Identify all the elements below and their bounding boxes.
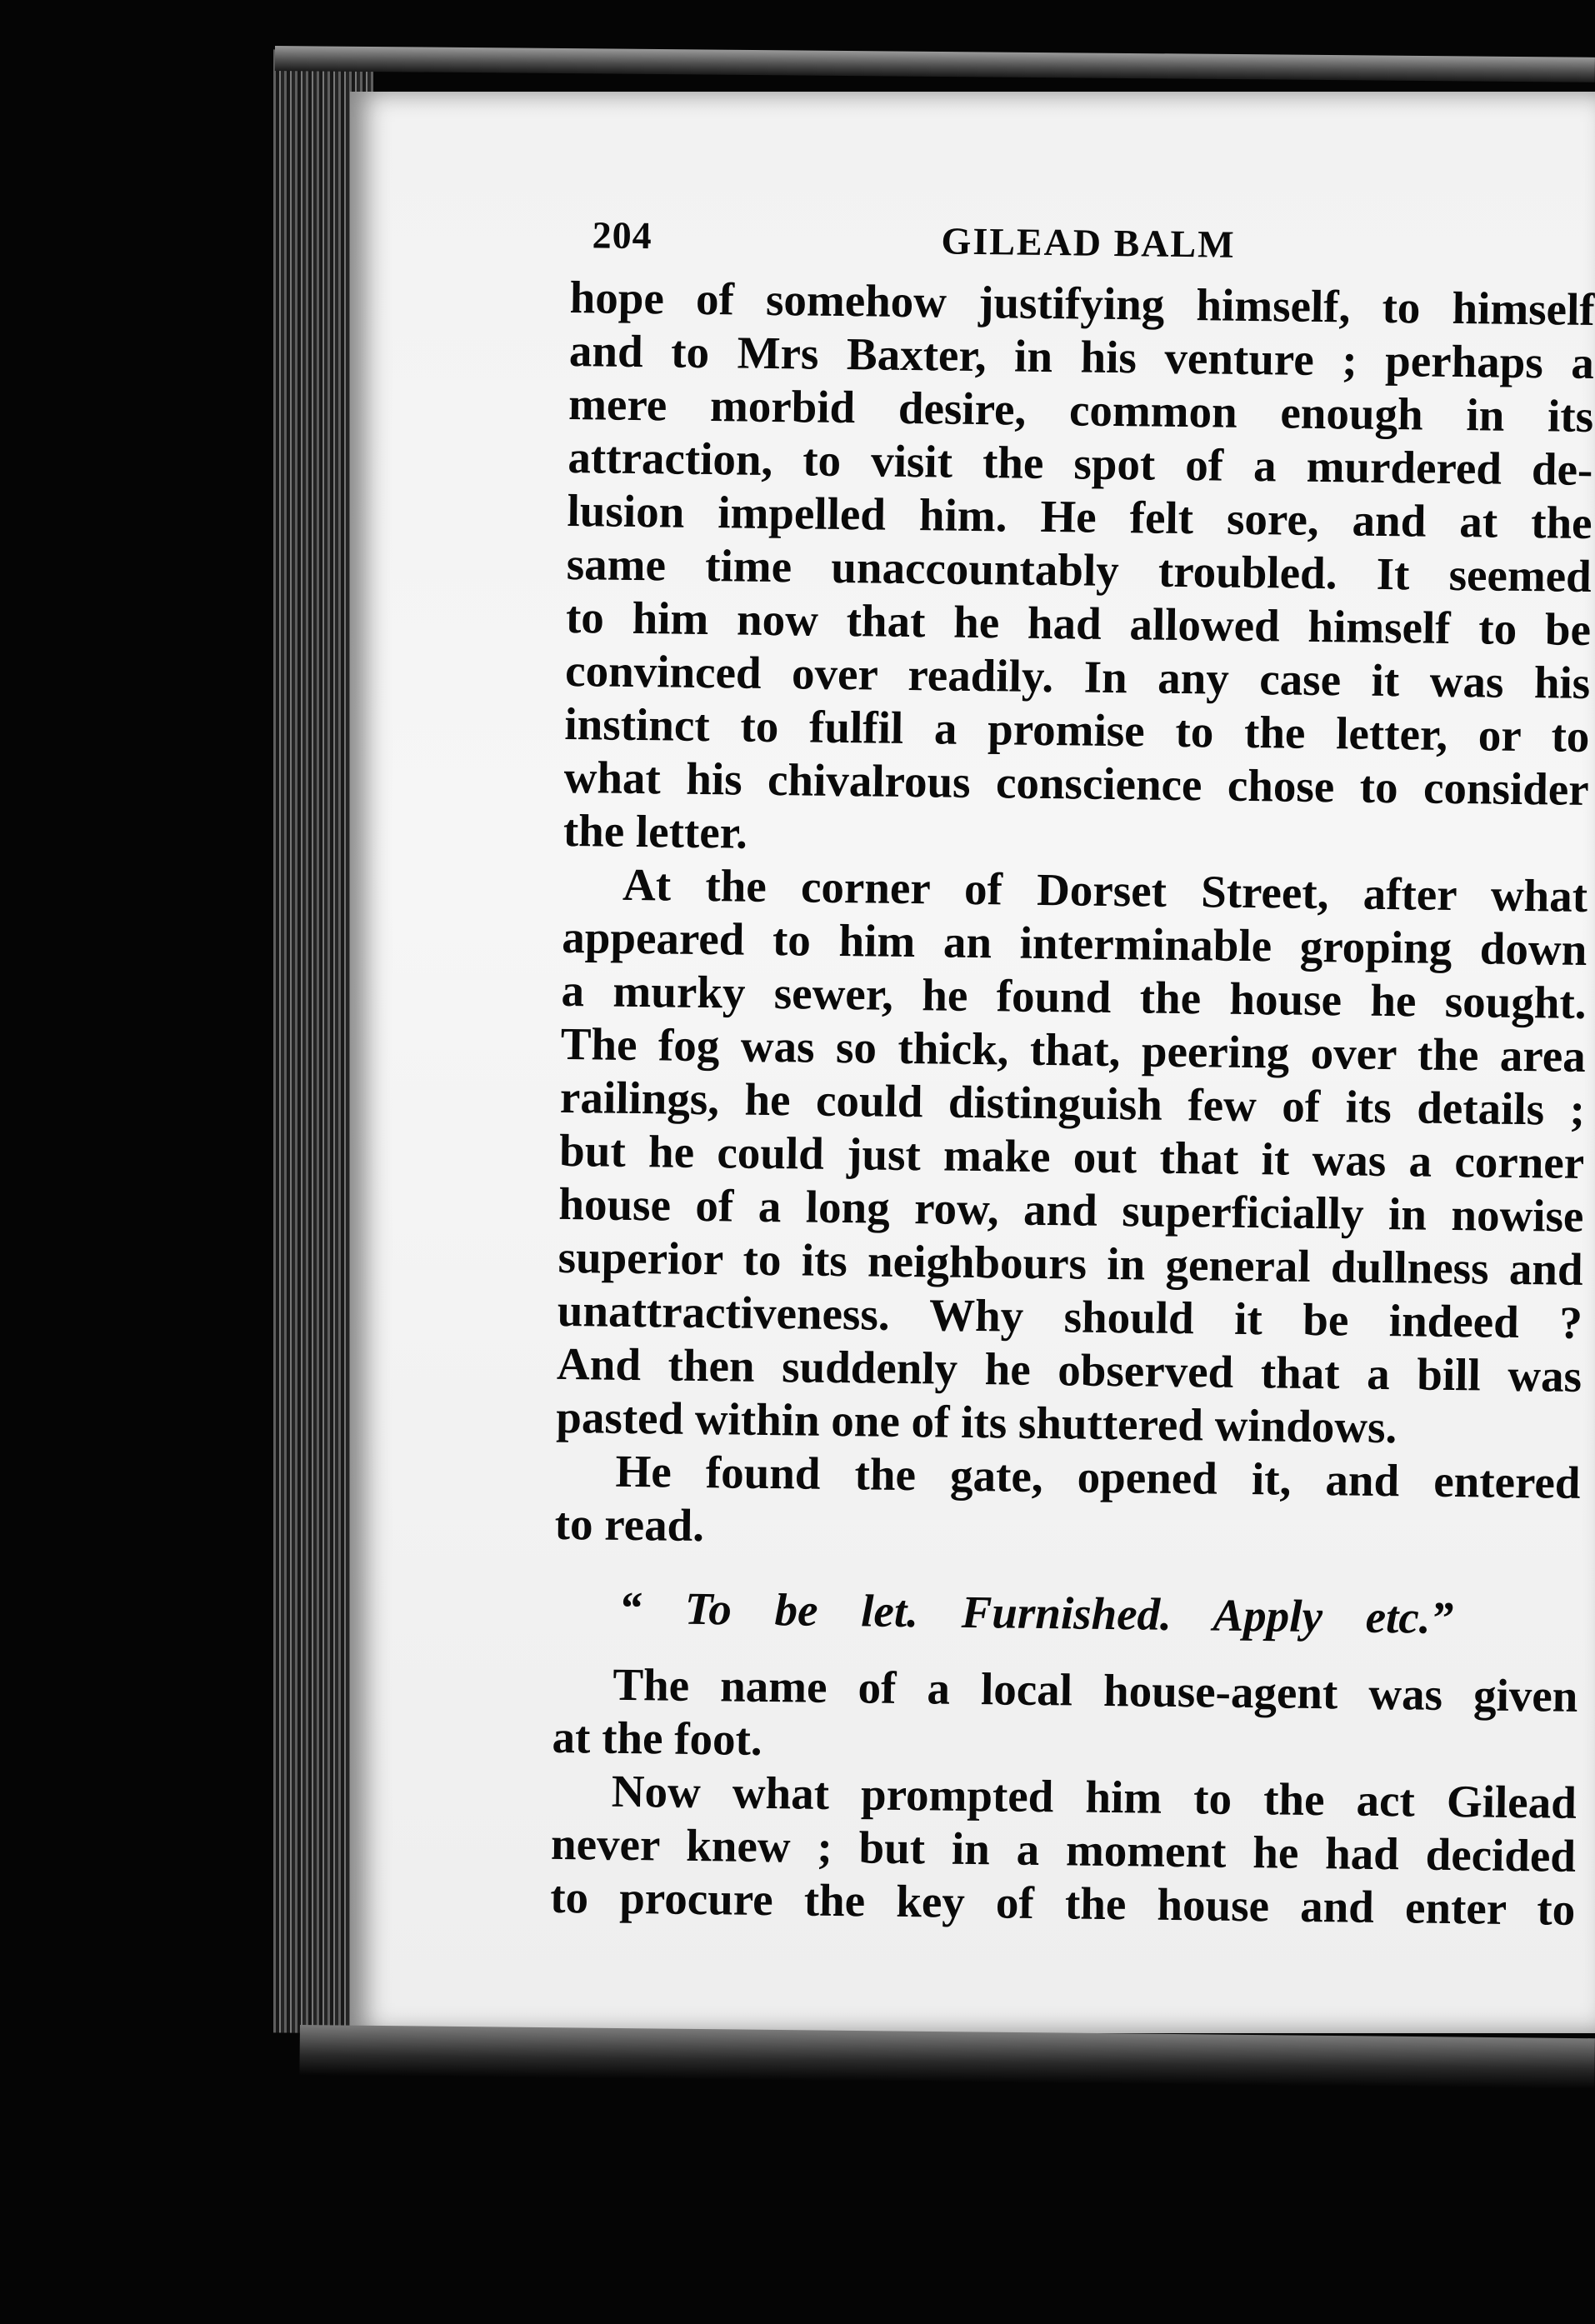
- paragraph-5: [550, 1764, 1577, 1937]
- page-text-block: [550, 212, 1595, 1937]
- paragraph-4: [552, 1657, 1578, 1777]
- text-line: the letter.: [562, 804, 748, 858]
- text-line: to him now that he had allowed himself to be: [565, 591, 1592, 655]
- text-line: attraction, to visit the spot of a murdered de-: [568, 431, 1593, 496]
- text-line: unattractiveness. Why should it be indeed ?: [557, 1284, 1583, 1348]
- text-line: appeared to him an interminable groping down: [562, 911, 1588, 975]
- text-line: house of a long row, and superficially in nowise: [558, 1177, 1584, 1242]
- text-line: And then suddenly he observed that a bill was: [556, 1337, 1582, 1402]
- text-line: what his chivalrous conscience chose to consider: [563, 751, 1590, 815]
- text-line: railings, he could distinguish few of its details ;: [559, 1071, 1586, 1135]
- text-line: same time unaccountably troubled. It seemed: [566, 537, 1592, 602]
- text-line: lusion impelled him. He felt sore, and at the: [567, 484, 1592, 548]
- text-line: mere morbid desire, common enough in its: [568, 377, 1594, 442]
- paragraph-1: [563, 271, 1595, 870]
- page-number: 204: [592, 213, 652, 257]
- text-line: hope of somehow justifying himself, to himself: [569, 271, 1595, 336]
- paragraph-3: [554, 1444, 1580, 1563]
- text-line: but he could just make out that it was a corner: [558, 1124, 1585, 1188]
- text-line: at the foot.: [552, 1711, 763, 1765]
- text-line: and to Mrs Baxter, in his venture ; perhaps a: [568, 324, 1595, 389]
- let-notice-quote: “ To be let. Furnished. Apply etc.”: [618, 1582, 1454, 1644]
- text-line: At the corner of Dorset Street, after what: [622, 858, 1588, 922]
- running-title: GILEAD BALM: [941, 219, 1236, 266]
- text-line: The name of a local house-agent was given: [612, 1658, 1578, 1722]
- text-line: The fog was so thick, that, peering over the area: [560, 1017, 1587, 1082]
- text-line: pasted within one of its shuttered windows.: [555, 1391, 1398, 1453]
- text-line: convinced over readily. In any case it was his: [564, 644, 1591, 708]
- paragraph-2: [556, 857, 1588, 1457]
- text-line: a murky sewer, he found the house he sought.: [561, 964, 1587, 1028]
- text-line: superior to its neighbours in general dullness and: [558, 1231, 1583, 1295]
- text-line: never knew ; but in a moment he had decided: [550, 1817, 1577, 1882]
- text-line: He found the gate, opened it, and entered: [615, 1445, 1581, 1508]
- text-line: Now what prompted him to the act Gilead: [611, 1765, 1578, 1828]
- text-line: to read.: [554, 1497, 705, 1552]
- text-line: to procure the key of the house and enter to: [549, 1871, 1576, 1935]
- text-line: instinct to fulfil a promise to the letter, or to: [564, 697, 1590, 762]
